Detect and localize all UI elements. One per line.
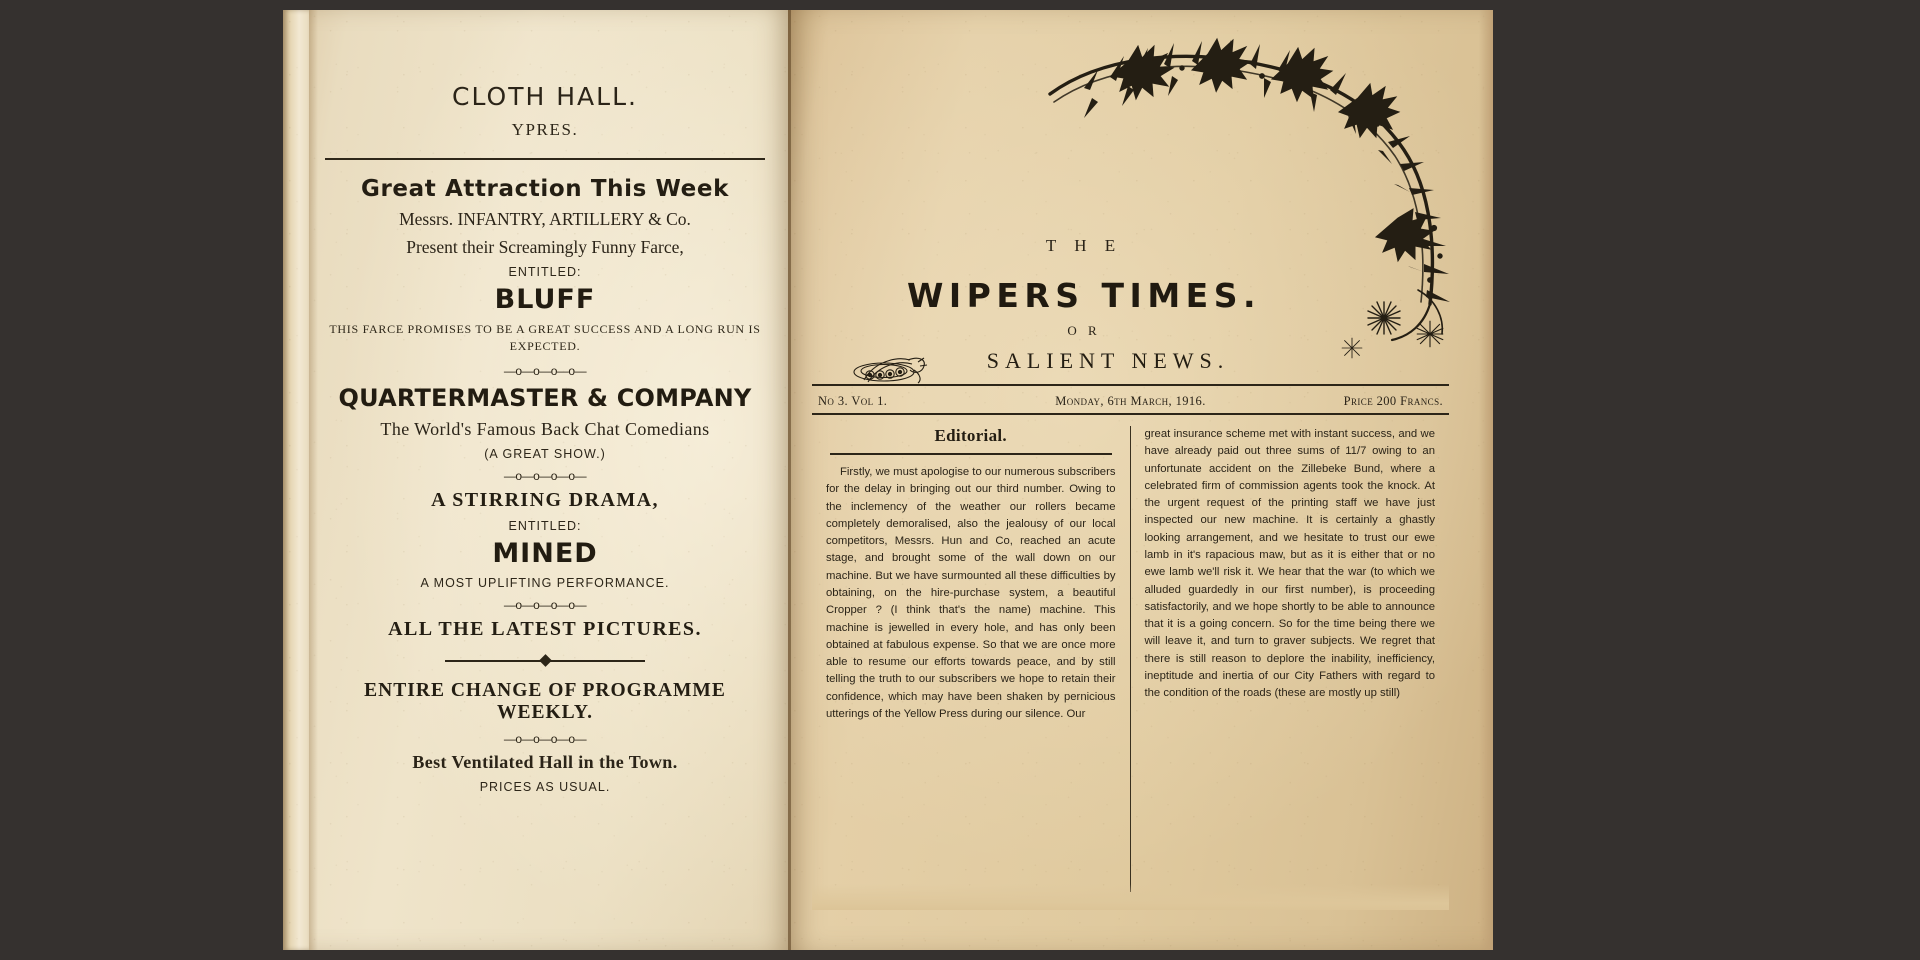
masthead-or: O R	[1067, 323, 1101, 338]
editorial-column-2	[1131, 426, 1450, 892]
infobar-top-rule	[812, 384, 1449, 386]
infobar-price: Price 200 Francs.	[1343, 393, 1443, 408]
ad-headline: Great Attraction This Week	[361, 176, 729, 202]
ad-mined-note: A MOST UPLIFTING PERFORMANCE.	[420, 575, 670, 590]
editorial-columns	[812, 426, 1449, 892]
infobar-issue: No 3. Vol 1.	[818, 393, 888, 408]
diamond-rule-divider	[445, 654, 645, 668]
ad-entitled-label-1: ENTITLED:	[508, 265, 582, 279]
editorial-paragraph: Firstly, we must apologise to our numerous subscribers for the delay in bringing out our third number. Owing to the inclemency of the weather our rollers became completely demoralised, also the jealousy of our local competitors, Messrs. Hun and Co, reached an acute stage, and brought some of the wall down on our machine. But we have surmounted all these difficulties by obtaining, on the hire-purchase system, a beautiful Cropper ? (I think that's the name) machine. This machine is jewelled in every hole, and has only been obtained at fabulous expense. So that we are once more able to resume our efforts towards peace, and by still telling the truth to our subscribers we hope to retain their confidence, which may have been shaken by pernicious utterings of the Yellow Press during our silence. Our	[826, 466, 1116, 720]
ad-ventilated-hall: Best Ventilated Hall in the Town.	[412, 751, 678, 772]
ad-bluff-note: THIS FARCE PROMISES TO BE A GREAT SUCCESS AND A LONG RUN IS EXPECTED.	[329, 322, 761, 354]
ad-subtitle-ypres: YPRES.	[511, 120, 579, 139]
editorial-heading-rule	[830, 453, 1112, 455]
editorial-paragraph: great insurance scheme met with instant success, and we have already paid out three sums of 11/7 owing to an unfortunate accident on the Zillebeke Bund, where a celebrated firm of commission agents took the knock. At the urgent request of the printing staff we have just inspected our new machine. It is certainly a ghastly looking arrangement, and we hesitate to trust our ewe lamb in it's rapacious maw, but as it is either that or no ewe lamb we'll risk it. We hear that the war (to which we alluded guardedly in our first number), is proceeding satisfactorily, and we hope shortly to be able to announce that it is a going concern. So for the time being there we will leave it, and turn to graver subjects. We regret that there is still reason to deplore the inability, inefficiency, ineptitude and inertia of our City Fathers with regard to the condition of the roads (these are mostly up still)	[1144, 428, 1435, 700]
ad-quartermaster-title: QUARTERMASTER & COMPANY	[338, 383, 752, 412]
ornament-divider-1: —o—o—o—o—	[503, 363, 587, 378]
book-gutter	[788, 10, 791, 950]
ad-comedians-line: The World's Famous Back Chat Comedians	[380, 418, 710, 439]
open-book	[283, 10, 1493, 950]
ad-play-title-bluff: BLUFF	[494, 284, 596, 315]
ad-present-line: Present their Screamingly Funny Farce,	[406, 237, 684, 257]
ornament-divider-3: —o—o—o—o—	[503, 597, 587, 612]
masthead-subtitle: SALIENT NEWS.	[986, 348, 1230, 373]
ad-programme-weekly: ENTIRE CHANGE OF PROGRAMME WEEKLY.	[364, 679, 726, 723]
infobar-date: Monday, 6th March, 1916.	[1055, 393, 1206, 408]
fly-ornament-icon	[848, 350, 932, 386]
ad-prices-note: PRICES AS USUAL.	[479, 779, 611, 794]
ad-play-title-mined: MINED	[492, 537, 598, 569]
cloth-hall-ad-block	[325, 82, 765, 794]
left-page-advertisement	[283, 10, 788, 950]
ad-stirring-drama: A STIRRING DRAMA,	[431, 488, 659, 511]
editorial-column-1	[812, 426, 1131, 892]
ad-company: Messrs. INFANTRY, ARTILLERY & Co.	[399, 209, 691, 229]
masthead	[816, 40, 1466, 390]
editorial-heading: Editorial.	[934, 426, 1007, 445]
infobar-bottom-rule	[812, 413, 1449, 415]
ornament-divider-2: —o—o—o—o—	[503, 468, 587, 483]
ad-title: CLOTH HALL.	[452, 82, 638, 111]
ad-entitled-label-2: ENTITLED:	[508, 518, 582, 533]
ornament-divider-4: —o—o—o—o—	[503, 731, 587, 746]
ad-top-rule	[325, 158, 765, 160]
ad-great-show-note: (A GREAT SHOW.)	[484, 446, 606, 461]
masthead-title: WIPERS TIMES.	[906, 276, 1262, 315]
ad-latest-pictures: ALL THE LATEST PICTURES.	[388, 617, 702, 640]
right-page-newspaper	[788, 10, 1493, 950]
masthead-the: T H E	[1045, 236, 1123, 255]
masthead-infobar	[812, 390, 1449, 412]
